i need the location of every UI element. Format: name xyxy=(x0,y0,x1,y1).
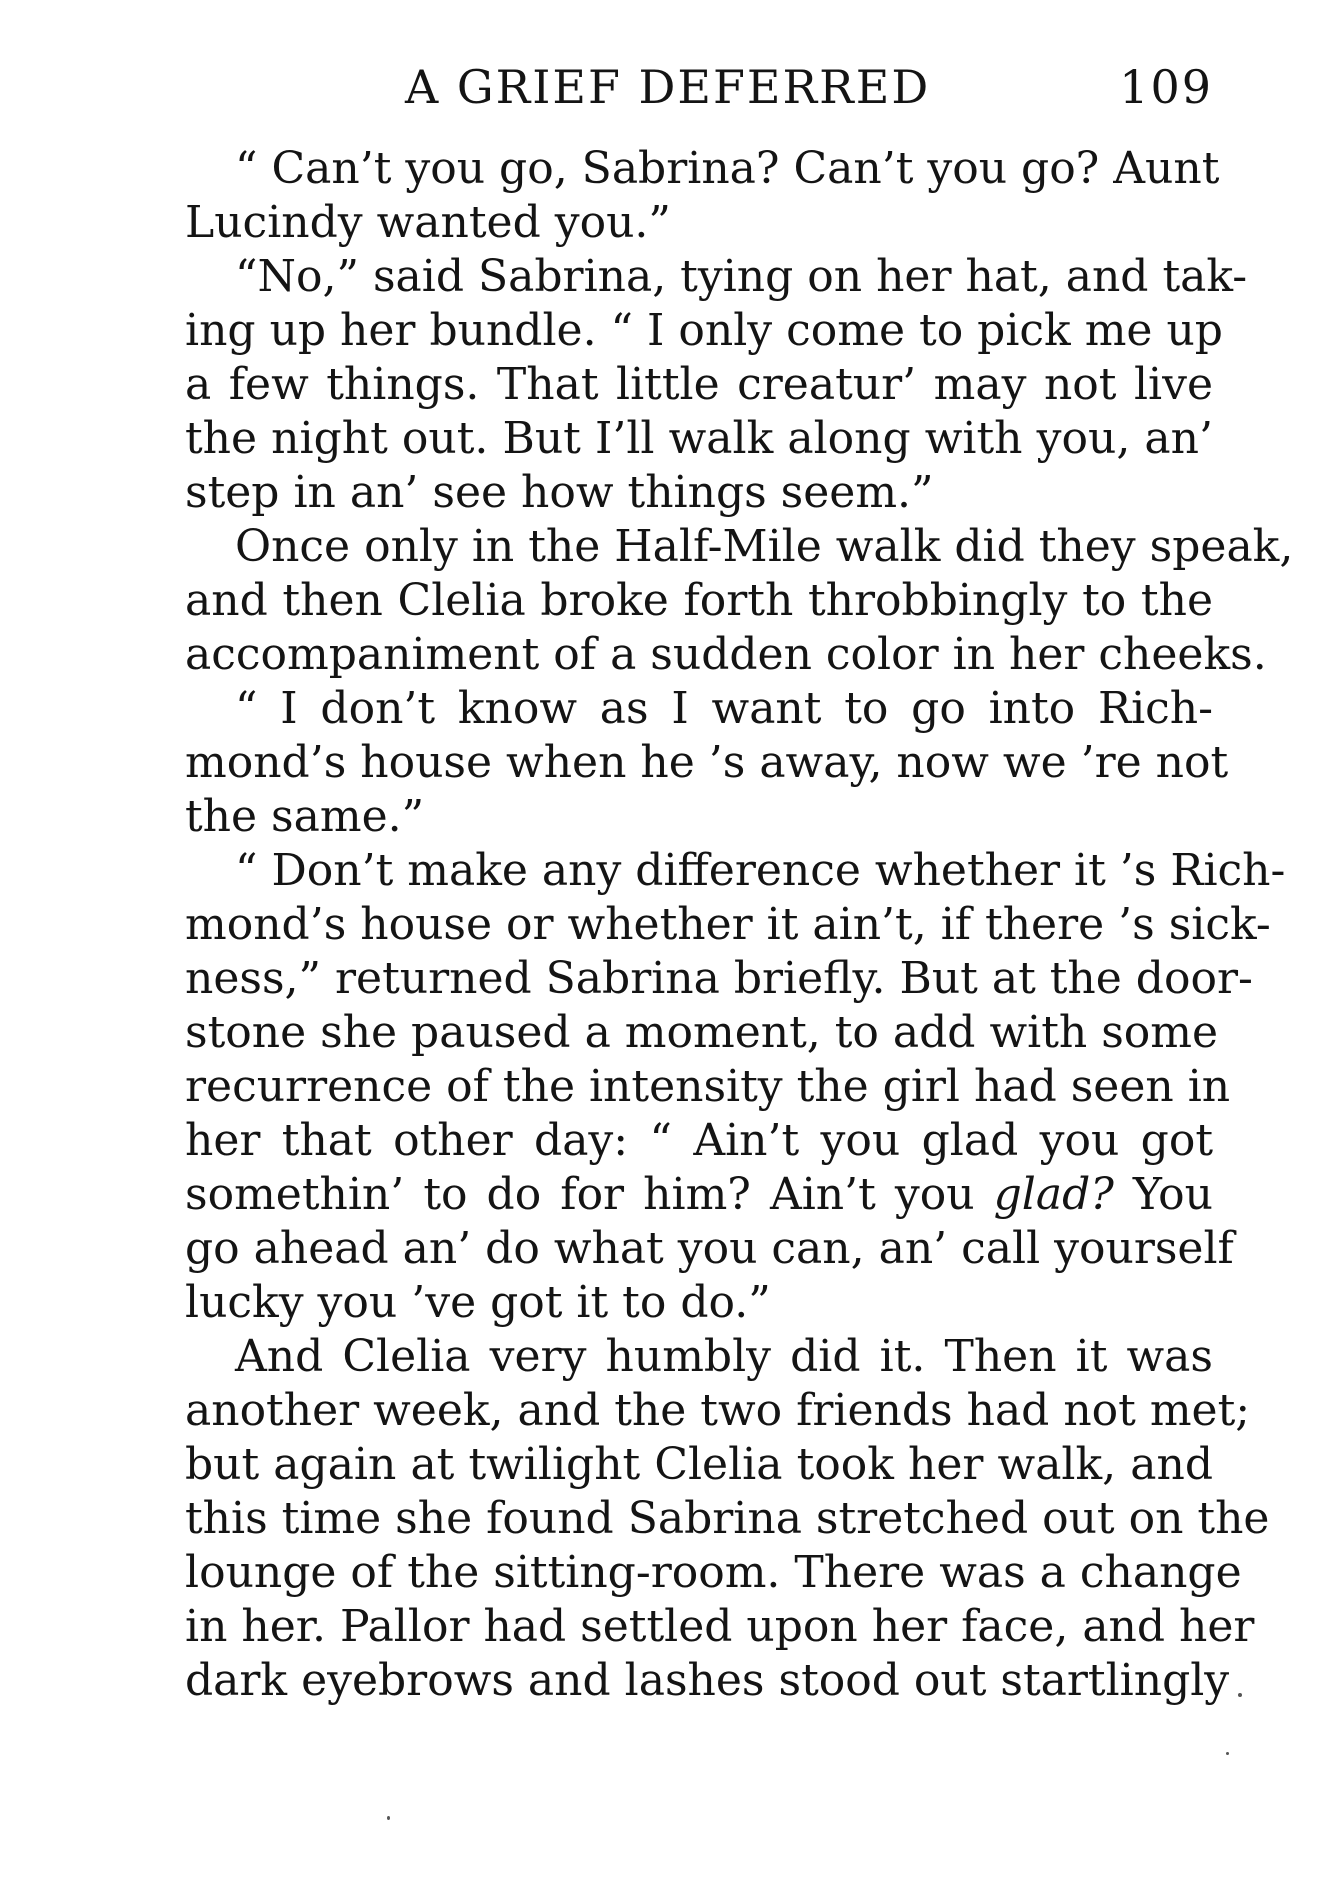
text-line: recurrence of the intensity the girl had seen in xyxy=(185,1061,1231,1112)
text-segment: You xyxy=(1113,1169,1213,1220)
body-text xyxy=(185,142,1294,1708)
text-line: accompaniment of a sudden color in her cheeks. xyxy=(185,629,1267,680)
text-line: in her. Pallor had settled upon her face, and her xyxy=(185,1601,1255,1652)
text-line xyxy=(185,1168,1213,1222)
text-line: ness,” returned Sabrina briefly. But at the door- xyxy=(185,953,1253,1004)
text-segment: somethin’ to do for him? Ain’t you xyxy=(185,1169,994,1220)
text-line: And Clelia very humbly did it. Then it was xyxy=(235,1331,1213,1382)
text-line: but again at twilight Clelia took her walk, and xyxy=(185,1439,1213,1490)
text-line: Once only in the Half-Mile walk did they speak, xyxy=(235,521,1294,572)
text-line: a few things. That little creatur’ may not live xyxy=(185,359,1213,410)
text-line: this time she found Sabrina stretched out on the xyxy=(185,1493,1270,1544)
text-line: step in an’ see how things seem.” xyxy=(185,467,934,518)
text-line: ing up her bundle. “ I only come to pick me up xyxy=(185,305,1223,356)
scan-speck xyxy=(1226,1752,1229,1755)
text-line: the night out. But I’ll walk along with you, an’ xyxy=(185,413,1213,464)
text-line: lounge of the sitting-room. There was a change xyxy=(185,1547,1242,1598)
scan-speck xyxy=(1238,1693,1242,1697)
scan-speck xyxy=(387,1816,390,1820)
page-number: 109 xyxy=(1119,60,1213,114)
running-title: A GRIEF DEFERRED xyxy=(405,60,931,114)
text-line: another week, and the two friends had not met; xyxy=(185,1385,1251,1436)
text-line: the same.” xyxy=(185,791,425,842)
text-line: and then Clelia broke forth throbbingly to the xyxy=(185,575,1213,626)
text-line: mond’s house or whether it ain’t, if there ’s sick- xyxy=(185,899,1271,950)
text-line: “ Don’t make any difference whether it ’s Rich- xyxy=(235,845,1286,896)
text-line: stone she paused a moment, to add with some xyxy=(185,1007,1219,1058)
text-line: mond’s house when he ’s away, now we ’re not xyxy=(185,737,1229,788)
text-line: Lucindy wanted you.” xyxy=(185,197,671,248)
text-line: dark eyebrows and lashes stood out startlingly xyxy=(185,1655,1230,1706)
text-line: “ I don’t know as I want to go into Rich- xyxy=(235,683,1213,734)
text-line: her that other day: “ Ain’t you glad you got xyxy=(185,1115,1213,1166)
italic-word: glad? xyxy=(993,1169,1114,1220)
text-line: “No,” said Sabrina, tying on her hat, and tak- xyxy=(235,251,1248,302)
running-head xyxy=(185,52,1213,122)
text-line: lucky you ’ve got it to do.” xyxy=(185,1277,771,1328)
text-line: “ Can’t you go, Sabrina? Can’t you go? Aunt xyxy=(235,143,1220,194)
text-line: go ahead an’ do what you can, an’ call yourself xyxy=(185,1223,1234,1274)
